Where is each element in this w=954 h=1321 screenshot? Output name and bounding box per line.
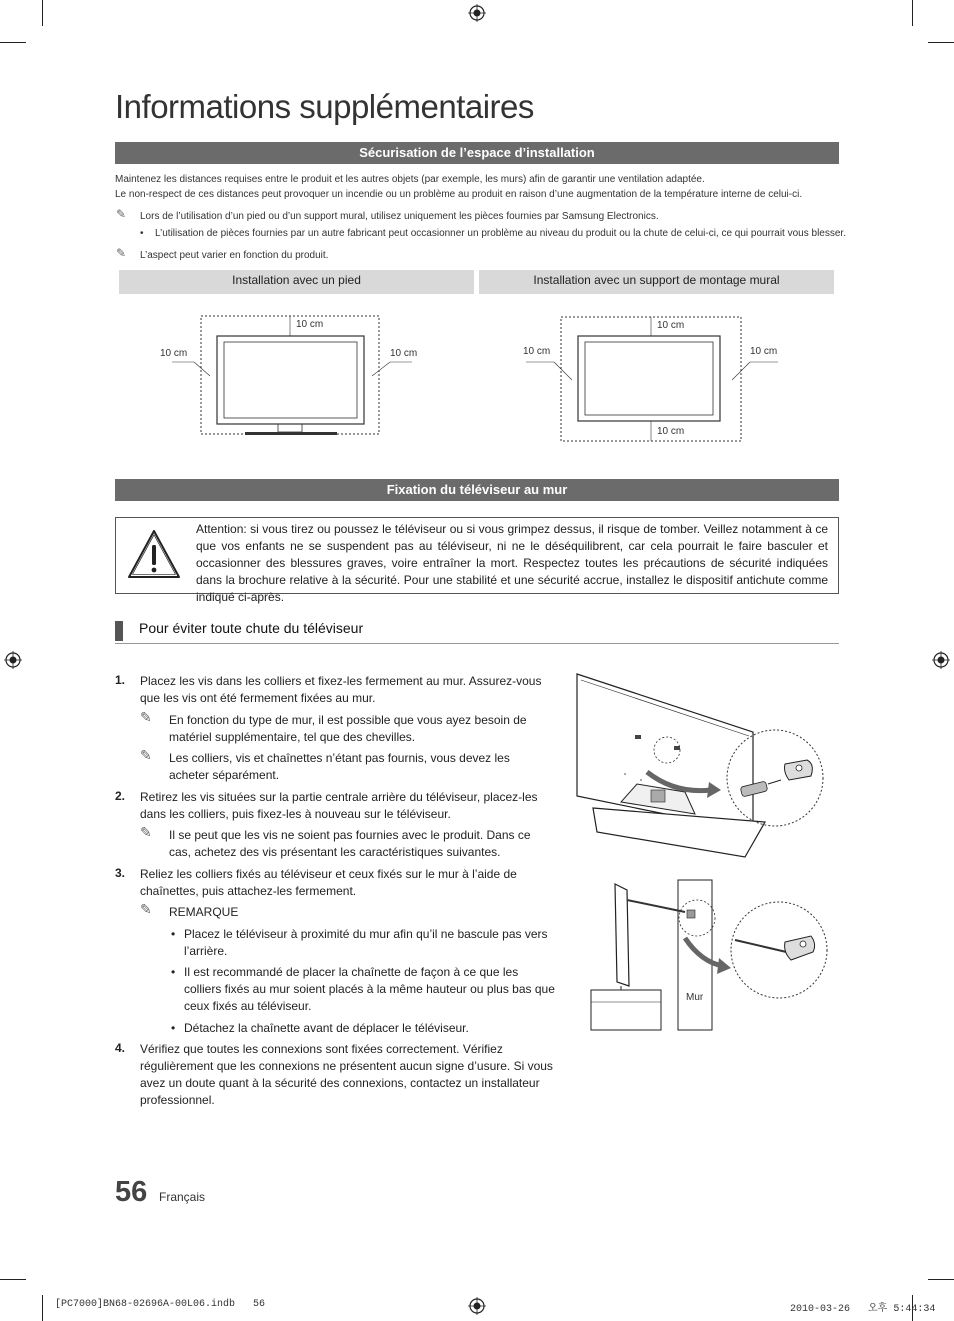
crop-mark <box>42 0 43 26</box>
dim-label-right: 10 cm <box>750 346 778 357</box>
stand-installation-diagram <box>150 310 440 440</box>
bullet-icon: • <box>171 927 176 941</box>
crop-mark <box>912 0 913 26</box>
page-number: 56 <box>115 1176 148 1208</box>
step-3-text: Reliez les colliers fixés au téléviseur et ceux fixés sur le mur à l’aide de chaînettes, puis attachez-les fermement. <box>140 867 517 898</box>
step-1-note-1: En fonction du type de mur, il est possible que vous ayez besoin de matériel supplémentaire, tel que des chevilles. <box>169 713 527 744</box>
column-head-stand: Installation avec un pied <box>119 270 474 294</box>
subheading-prevent-fall: Pour éviter toute chute du téléviseur <box>139 620 364 636</box>
dim-label-left: 10 cm <box>523 346 551 357</box>
note-pencil-icon: ✎ <box>140 747 152 763</box>
dim-label-top: 10 cm <box>296 319 324 330</box>
note-pencil-icon: ✎ <box>140 709 152 725</box>
warning-body: : si vous tirez ou poussez le téléviseur ou si vous grimpez dessus, il risque de tomber. Veillez notamment à ce que vos enfants ne se suspendent pas au téléviseur, ni ne le déséquilibrent, car cela pourrait le faire basculer et occasionner des blessures graves, voire entraîner la mort. Respectez toutes les précautions de sécurité indiquées dans la brochure relative à la sécurité. Pour une stabilité et une sécurité accrue, installez le dispositif antichute comme indiqué ci-après. <box>196 522 828 604</box>
step-2-text: Retirez les vis situées sur la partie centrale arrière du téléviseur, placez-les dans les colliers, puis fixez-les à nouveau sur le téléviseur. <box>140 790 538 821</box>
warning-box <box>115 517 839 604</box>
crop-mark <box>928 42 954 43</box>
column-head-wall-mount: Installation avec un support de montage mural <box>479 270 834 294</box>
step-number: 4. <box>115 1041 126 1055</box>
step-4-text: Vérifiez que toutes les connexions sont fixées correctement. Vérifiez régulièrement que les connexions ne présentent aucun signe d’usure. Si vous avez un doute quant à la sécurité des connexions, contactez un installateur professionnel. <box>140 1042 553 1107</box>
note-appearance: L’aspect peut varier en fonction du produit. <box>140 250 329 261</box>
dim-label-bottom: 10 cm <box>657 426 685 437</box>
dim-label-top: 10 cm <box>657 320 685 331</box>
bullet-icon: • <box>171 1021 176 1035</box>
section-heading-installation-space: Sécurisation de l’espace d’installation <box>115 142 839 164</box>
subheading-marker <box>115 621 123 641</box>
subheading-rule <box>115 643 839 644</box>
registration-mark-icon <box>468 1297 486 1315</box>
remark-2: Il est recommandé de placer la chaînette de façon à ce que les colliers fixés au mur soient placés à la même hauteur ou plus bas que ceux fixés au téléviseur. <box>184 965 555 1013</box>
note-pencil-icon: ✎ <box>140 824 152 840</box>
note-bullet-other-parts: L’utilisation de pièces fournies par un autre fabricant peut occasionner un problème au niveau du produit ou la chute de celui-ci, ce qui pourrait vous blesser. <box>155 228 846 239</box>
crop-mark <box>0 42 26 43</box>
wall-label: Mur <box>686 992 704 1003</box>
crop-mark <box>0 1279 26 1280</box>
page-language: Français <box>159 1190 206 1204</box>
bullet-icon: • <box>140 228 144 239</box>
dim-label-left: 10 cm <box>160 348 188 359</box>
remark-3: Détachez la chaînette avant de déplacer le téléviseur. <box>184 1021 469 1035</box>
registration-mark-icon <box>4 651 22 669</box>
intro-line-1: Maintenez les distances requises entre le produit et les autres objets (par exemple, les murs) afin de garantir une ventilation adaptée. <box>115 174 705 185</box>
footer-file: [PC7000]BN68-02696A-00L06.indb 56 <box>55 1299 266 1310</box>
step-1-note-2: Les colliers, vis et chaînettes n’étant pas fournis, vous devez les acheter séparément. <box>169 751 510 782</box>
crop-mark <box>928 1279 954 1280</box>
note-pencil-icon: ✎ <box>140 901 152 917</box>
warning-text <box>196 521 828 606</box>
step-1-text: Placez les vis dans les colliers et fixez-les fermement au mur. Assurez-vous que les vis ont été fermement fixées au mur. <box>140 674 542 705</box>
tv-rear-bracket-illustration <box>575 672 835 862</box>
note-samsung-parts: Lors de l’utilisation d’un pied ou d’un support mural, utilisez uniquement les pièces fournies par Samsung Electronics. <box>140 211 659 222</box>
wall-mount-installation-diagram <box>520 310 790 445</box>
step-number: 3. <box>115 866 126 880</box>
section-heading-wall-fixation: Fixation du téléviseur au mur <box>115 479 839 501</box>
remark-1: Placez le téléviseur à proximité du mur afin qu’il ne bascule pas vers l’arrière. <box>184 927 548 958</box>
remark-label: REMARQUE <box>169 905 239 919</box>
warning-label: Attention <box>196 522 244 536</box>
step-number: 1. <box>115 673 126 687</box>
tv-wall-chain-illustration <box>585 878 835 1033</box>
warning-triangle-icon <box>126 528 182 580</box>
bullet-icon: • <box>171 965 176 979</box>
page-title: Informations supplémentaires <box>115 88 534 125</box>
registration-mark-icon <box>468 4 486 22</box>
step-number: 2. <box>115 789 126 803</box>
registration-mark-icon <box>932 651 950 669</box>
note-pencil-icon: ✎ <box>116 207 127 221</box>
dim-label-right: 10 cm <box>390 348 418 359</box>
note-pencil-icon: ✎ <box>116 246 127 260</box>
crop-mark <box>42 1295 43 1321</box>
step-2-note: Il se peut que les vis ne soient pas fournies avec le produit. Dans ce cas, achetez des vis présentant les caractéristiques suivantes. <box>169 828 531 859</box>
intro-line-2: Le non-respect de ces distances peut provoquer un incendie ou un problème au produit en raison d’une augmentation de la température interne de celui-ci. <box>115 189 803 200</box>
footer-date: 2010-03-26 오후 5:44:34 <box>790 1304 936 1315</box>
